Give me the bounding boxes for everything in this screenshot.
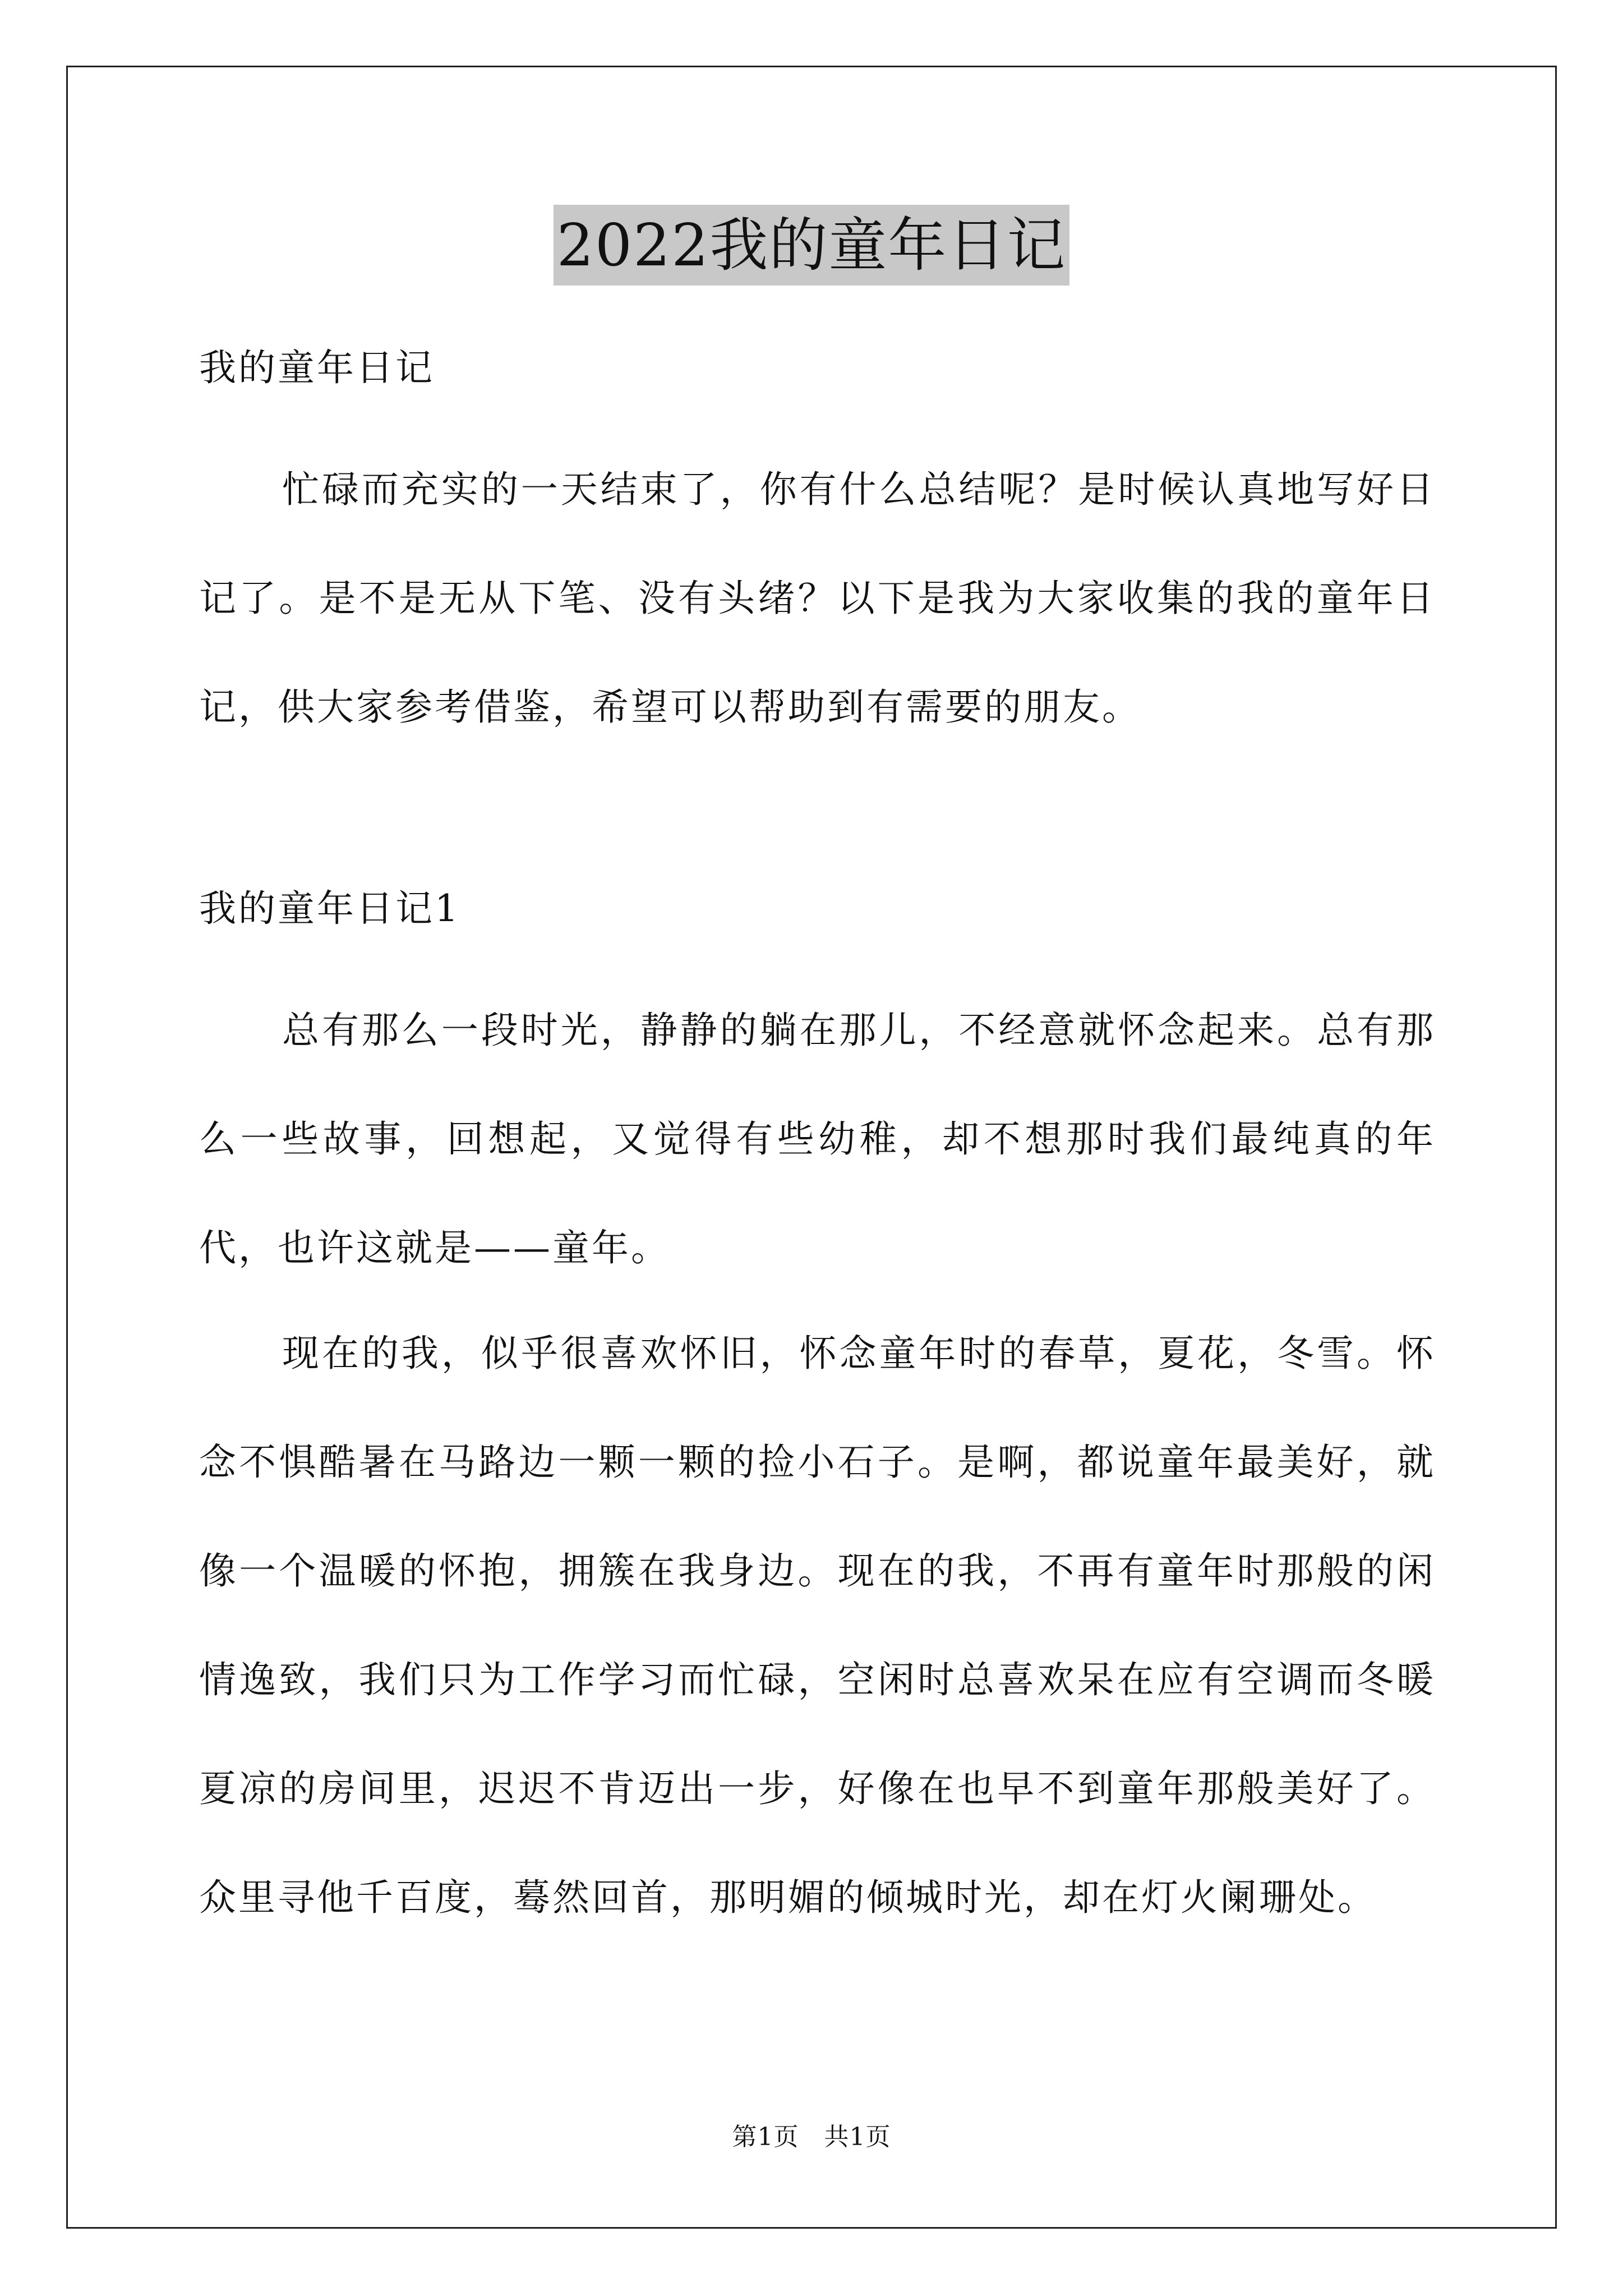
body-paragraph-1: 总有那么一段时光，静静的躺在那儿，不经意就怀念起来。总有那么一些故事，回想起，又觉得有些幼稚，却不想那时我们最纯真的年代，也许这就是——童年。 xyxy=(199,1009,1436,1269)
section-heading-intro: 我的童年日记 xyxy=(199,346,435,389)
title-container xyxy=(0,205,1623,286)
intro-paragraph: 忙碌而充实的一天结束了，你有什么总结呢？是时候认真地写好日记了。是不是无从下笔、没有头绪？以下是我为大家收集的我的童年日记，供大家参考借鉴，希望可以帮助到有需要的朋友。 xyxy=(199,468,1436,729)
page-footer: 第1页 共1页 xyxy=(732,2123,891,2151)
document-title: 2022我的童年日记 xyxy=(554,205,1070,286)
section-heading-1: 我的童年日记1 xyxy=(199,887,460,930)
body-paragraph-2: 现在的我，似乎很喜欢怀旧，怀念童年时的春草，夏花，冬雪。怀念不惧酷暑在马路边一颗一颗的捡小石子。是啊，都说童年最美好，就像一个温暖的怀抱，拥簇在我身边。现在的我，不再有童年时那般的闲情逸致，我们只为工作学习而忙碌，空闲时总喜欢呆在应有空调而冬暖夏凉的房间里，迟迟不肯迈出一步，好像在也早不到童年那般美好了。众里寻他千百度，蓦然回首，那明媚的倾城时光，却在灯火阑珊处。 xyxy=(199,1332,1436,1919)
